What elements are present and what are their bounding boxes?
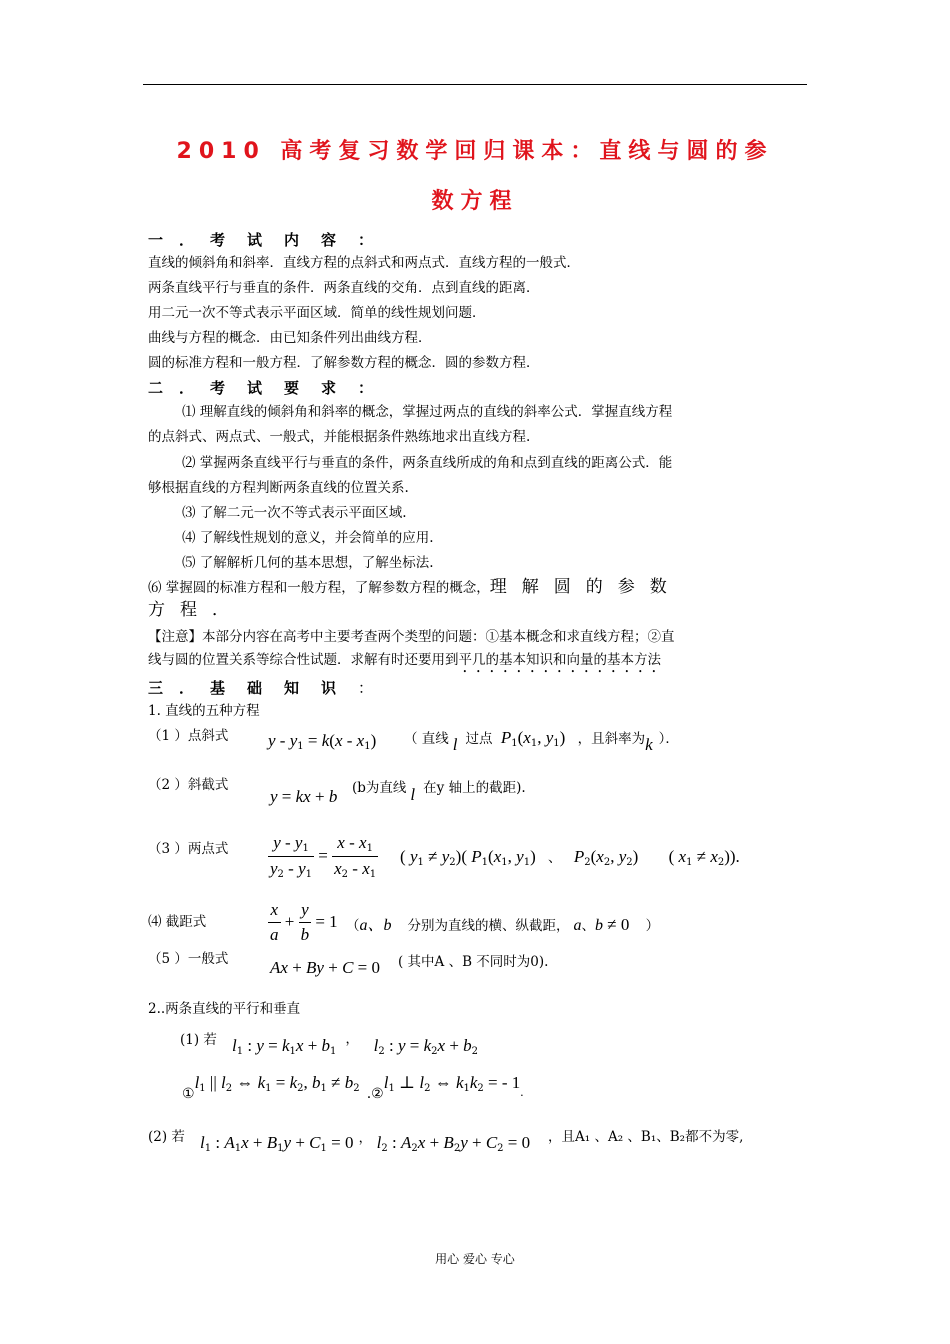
- requirement-2b: 够根据直线的方程判断两条直线的位置关系.: [148, 480, 409, 496]
- formula-two-point: $\frac{y - y_1}{y_2 - y_1}$ = $\frac{x - x_1}{x_2 - x_1}$: [270, 833, 377, 880]
- formula-slope-intercept: y = kx + b: [270, 787, 338, 806]
- formula-point-slope: $y - y_1 = k(x - x_1)$: [268, 731, 377, 752]
- page-footer: 用心 爱心 专心: [435, 1252, 515, 1266]
- formula-case-1: $l_1$ : $y = k_1x + b_1$ ， $l_2$ : $y = k_2x + b_2$: [232, 1032, 479, 1057]
- requirement-1a: ⑴ 理解直线的倾斜角和斜率的概念，掌握过两点的直线的斜率公式．掌握直线方程: [182, 404, 673, 420]
- formula-point-slope-note: （ 直线 l 过点 $P_1(x_1$, $y_1$) ，且斜率为k ）．: [404, 728, 679, 754]
- content-line: 用二元一次不等式表示平面区域．简单的线性规划问题．: [148, 305, 486, 321]
- form-label-intercept: ⑷ 截距式: [148, 914, 207, 930]
- requirement-4: ⑷ 了解线性规划的意义，并会简单的应用.: [182, 530, 434, 546]
- header-rule: [143, 84, 807, 85]
- requirement-1b: 的点斜式、两点式、一般式，并能根据条件熟练地求出直线方程.: [148, 429, 531, 445]
- formula-intercept-note: （a、b 分别为直线的横、纵截距， a、b ≠ 0 ）: [346, 915, 660, 934]
- formula-slope-intercept-note: (b为直线 l 在y 轴上的截距).: [352, 780, 526, 804]
- section-heading-2: 二．考试要求：: [148, 379, 396, 397]
- requirement-3: ⑶ 了解二元一次不等式表示平面区域.: [182, 505, 407, 521]
- section-heading-1: 一．考试内容：: [148, 231, 396, 249]
- form-label-slope-intercept: （2 ）斜截式: [148, 777, 229, 793]
- requirement-2a: ⑵ 掌握两条直线平行与垂直的条件，两条直线所成的角和点到直线的距离公式．能: [182, 455, 673, 471]
- formula-general-note: ( 其中A 、B 不同时为0).: [398, 954, 549, 970]
- form-label-point-slope: （1 ）点斜式: [148, 728, 229, 744]
- content-line: 直线的倾斜角和斜率．直线方程的点斜式和两点式．直线方程的一般式．: [148, 255, 580, 271]
- content-line: 圆的标准方程和一般方程．了解参数方程的概念．圆的参数方程．: [148, 355, 540, 371]
- case-2-label: (2) 若: [148, 1129, 185, 1145]
- case-1-label: (1) 若: [180, 1032, 217, 1048]
- page-title-line1: 2010 高考复习数学回归课本：直线与圆的参: [176, 139, 774, 164]
- page-title-line2: 数方程: [431, 189, 519, 214]
- note-line-b: 线与圆的位置关系等综合性试题．求解有时还要用到平几的基本知识和向量的基本方法: [148, 652, 661, 668]
- content-line: 曲线与方程的概念．由已知条件列出曲线方程．: [148, 330, 432, 346]
- requirement-6b: 方程．: [148, 600, 244, 620]
- subheading-five-forms: 1. 直线的五种方程: [148, 703, 260, 719]
- formula-general: Ax + By + C = 0: [270, 958, 380, 977]
- form-label-general: （5 ）一般式: [148, 951, 229, 967]
- formula-intercept: $\frac{x}{a}$ + $\frac{y}{b}$ = 1: [270, 900, 338, 944]
- requirement-6a: ⑹ 掌握圆的标准方程和一般方程，了解参数方程的概念，理解圆的参数: [148, 577, 682, 597]
- subheading-parallel-perpendicular: 2..两条直线的平行和垂直: [148, 1001, 301, 1017]
- section-heading-3: 三．基础知识：: [148, 679, 374, 697]
- requirement-5: ⑸ 了解解析几何的基本思想，了解坐标法.: [182, 555, 434, 571]
- formula-case-1-conditions: $①l_1$ || $l_2$ ⇔ $k_1 = k_2$, $b_1 \ne b_2$ $.②l_1$ ⊥ $l_2$ ⇔ $k_1k_2$ = - $1_.$: [182, 1073, 524, 1102]
- note-line-a: 【注意】本部分内容在高考中主要考查两个类型的问题：①基本概念和求直线方程；②直: [148, 629, 675, 645]
- formula-case-2-note: ，且A₁ 、A₂ 、B₁、B₂都不为零,: [548, 1129, 744, 1145]
- form-label-two-point: （3 ）两点式: [148, 841, 229, 857]
- formula-case-2: $l_1$ : $A_1x + B_1y + C_1 = 0$ ， $l_2$ : $A_2x + B_2y + C_2 = 0$: [200, 1131, 531, 1154]
- content-line: 两条直线平行与垂直的条件．两条直线的交角．点到直线的距离．: [148, 280, 540, 296]
- formula-two-point-note: ( $y_1 \ne y_2$)( $P_1(x_1$, $y_1$) 、 $P_2(x_2$, $y_2$) ( $x_1 \ne x_2$)).: [400, 847, 740, 868]
